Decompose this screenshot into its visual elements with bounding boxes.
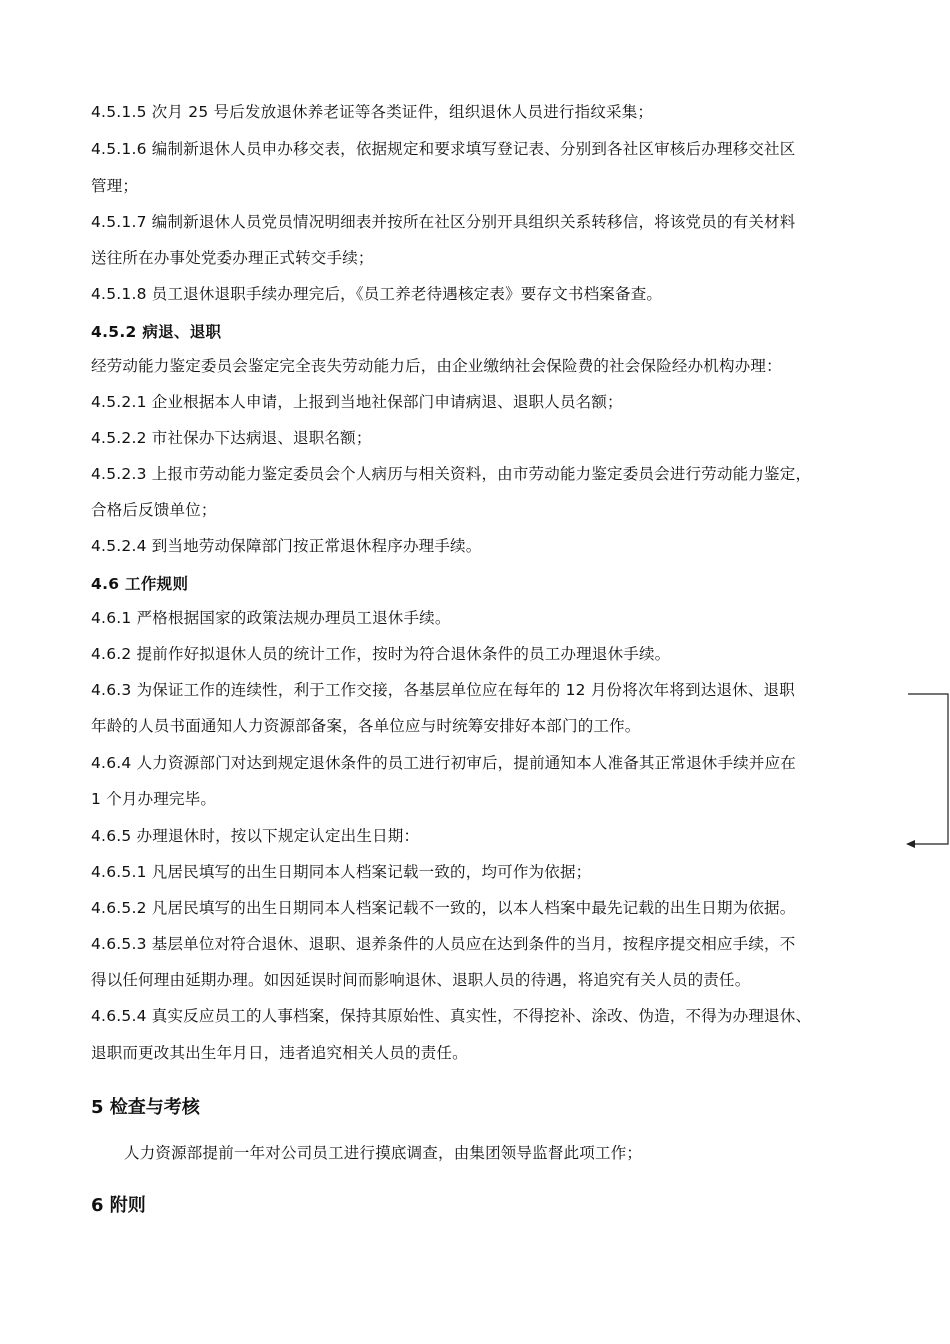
heading-4-6: 4.6 工作规则 [91,575,189,593]
paragraph-4-5-2-1: 4.5.2.1 企业根据本人申请，上报到当地社保部门申请病退、退职人员名额； [91,393,623,411]
heading-section-5: 5 检查与考核 [91,1097,200,1118]
paragraph-4-5-2-2: 4.5.2.2 市社保办下达病退、退职名额； [91,429,372,447]
paragraph-4-6-4-cont: 1 个月办理完毕。 [91,790,217,808]
paragraph-4-5-2-3: 4.5.2.3 上报市劳动能力鉴定委员会个人病历与相关资料，由市劳动能力鉴定委员会进行劳动能力鉴定， [91,465,812,483]
connector-line [908,694,948,844]
paragraph-4-6-5-1: 4.6.5.1 凡居民填写的出生日期同本人档案记载一致的，均可作为依据； [91,863,592,881]
paragraph-4-6-5-4-cont: 退职而更改其出生年月日，违者追究相关人员的责任。 [91,1044,468,1062]
heading-section-6: 6 附则 [91,1195,146,1216]
heading-4-5-2: 4.5.2 病退、退职 [91,323,222,341]
paragraph-4-6-4: 4.6.4 人力资源部门对达到规定退休条件的员工进行初审后，提前通知本人准备其正常退休手续并应在 [91,754,796,772]
paragraph-4-5-2-4: 4.5.2.4 到当地劳动保障部门按正常退休程序办理手续。 [91,537,482,555]
paragraph-4-6-3: 4.6.3 为保证工作的连续性，利于工作交接，各基层单位应在每年的 12 月份将次年将到达退休、退职 [91,681,795,699]
paragraph-4-6-2: 4.6.2 提前作好拟退休人员的统计工作，按时为符合退休条件的员工办理退休手续。 [91,645,671,663]
paragraph-4-5-1-6-cont: 管理； [91,177,139,195]
margin-connector-arrow [900,688,950,853]
paragraph-4-5-1-6: 4.5.1.6 编制新退休人员申办移交表，依据规定和要求填写登记表、分别到各社区审核后办理移交社区 [91,140,796,158]
connector-arrowhead [906,840,915,848]
paragraph-section-5: 人力资源部提前一年对公司员工进行摸底调查，由集团领导监督此项工作； [124,1144,643,1162]
paragraph-4-5-1-8: 4.5.1.8 员工退休退职手续办理完后，《员工养老待遇核定表》要存文书档案备查。 [91,285,663,303]
paragraph-4-5-1-7: 4.5.1.7 编制新退休人员党员情况明细表并按所在社区分别开具组织关系转移信，将该党员的有关材料 [91,213,796,231]
paragraph-4-6-5-2: 4.6.5.2 凡居民填写的出生日期同本人档案记载不一致的，以本人档案中最先记载的出生日期为依据。 [91,899,796,917]
paragraph-4-6-5-3-cont: 得以任何理由延期办理。如因延误时间而影响退休、退职人员的待遇，将追究有关人员的责任。 [91,971,751,989]
paragraph-4-5-1-7-cont: 送往所在办事处党委办理正式转交手续； [91,249,374,267]
paragraph-4-6-5-3: 4.6.5.3 基层单位对符合退休、退职、退养条件的人员应在达到条件的当月，按程序提交相应手续，不 [91,935,796,953]
paragraph-4-6-3-cont: 年龄的人员书面通知人力资源部备案，各单位应与时统筹安排好本部门的工作。 [91,717,641,735]
paragraph-4-5-2-3-cont: 合格后反馈单位； [91,501,217,519]
paragraph-4-5-1-5: 4.5.1.5 次月 25 号后发放退休养老证等各类证件，组织退休人员进行指纹采集； [91,103,654,121]
paragraph-4-6-1: 4.6.1 严格根据国家的政策法规办理员工退休手续。 [91,609,451,627]
paragraph-4-6-5: 4.6.5 办理退休时，按以下规定认定出生日期： [91,827,420,845]
paragraph-4-5-2-intro: 经劳动能力鉴定委员会鉴定完全丧失劳动能力后，由企业缴纳社会保险费的社会保险经办机构办理： [91,357,782,375]
paragraph-4-6-5-4: 4.6.5.4 真实反应员工的人事档案，保持其原始性、真实性，不得挖补、涂改、伪造，不得为办理退休、 [91,1007,812,1025]
